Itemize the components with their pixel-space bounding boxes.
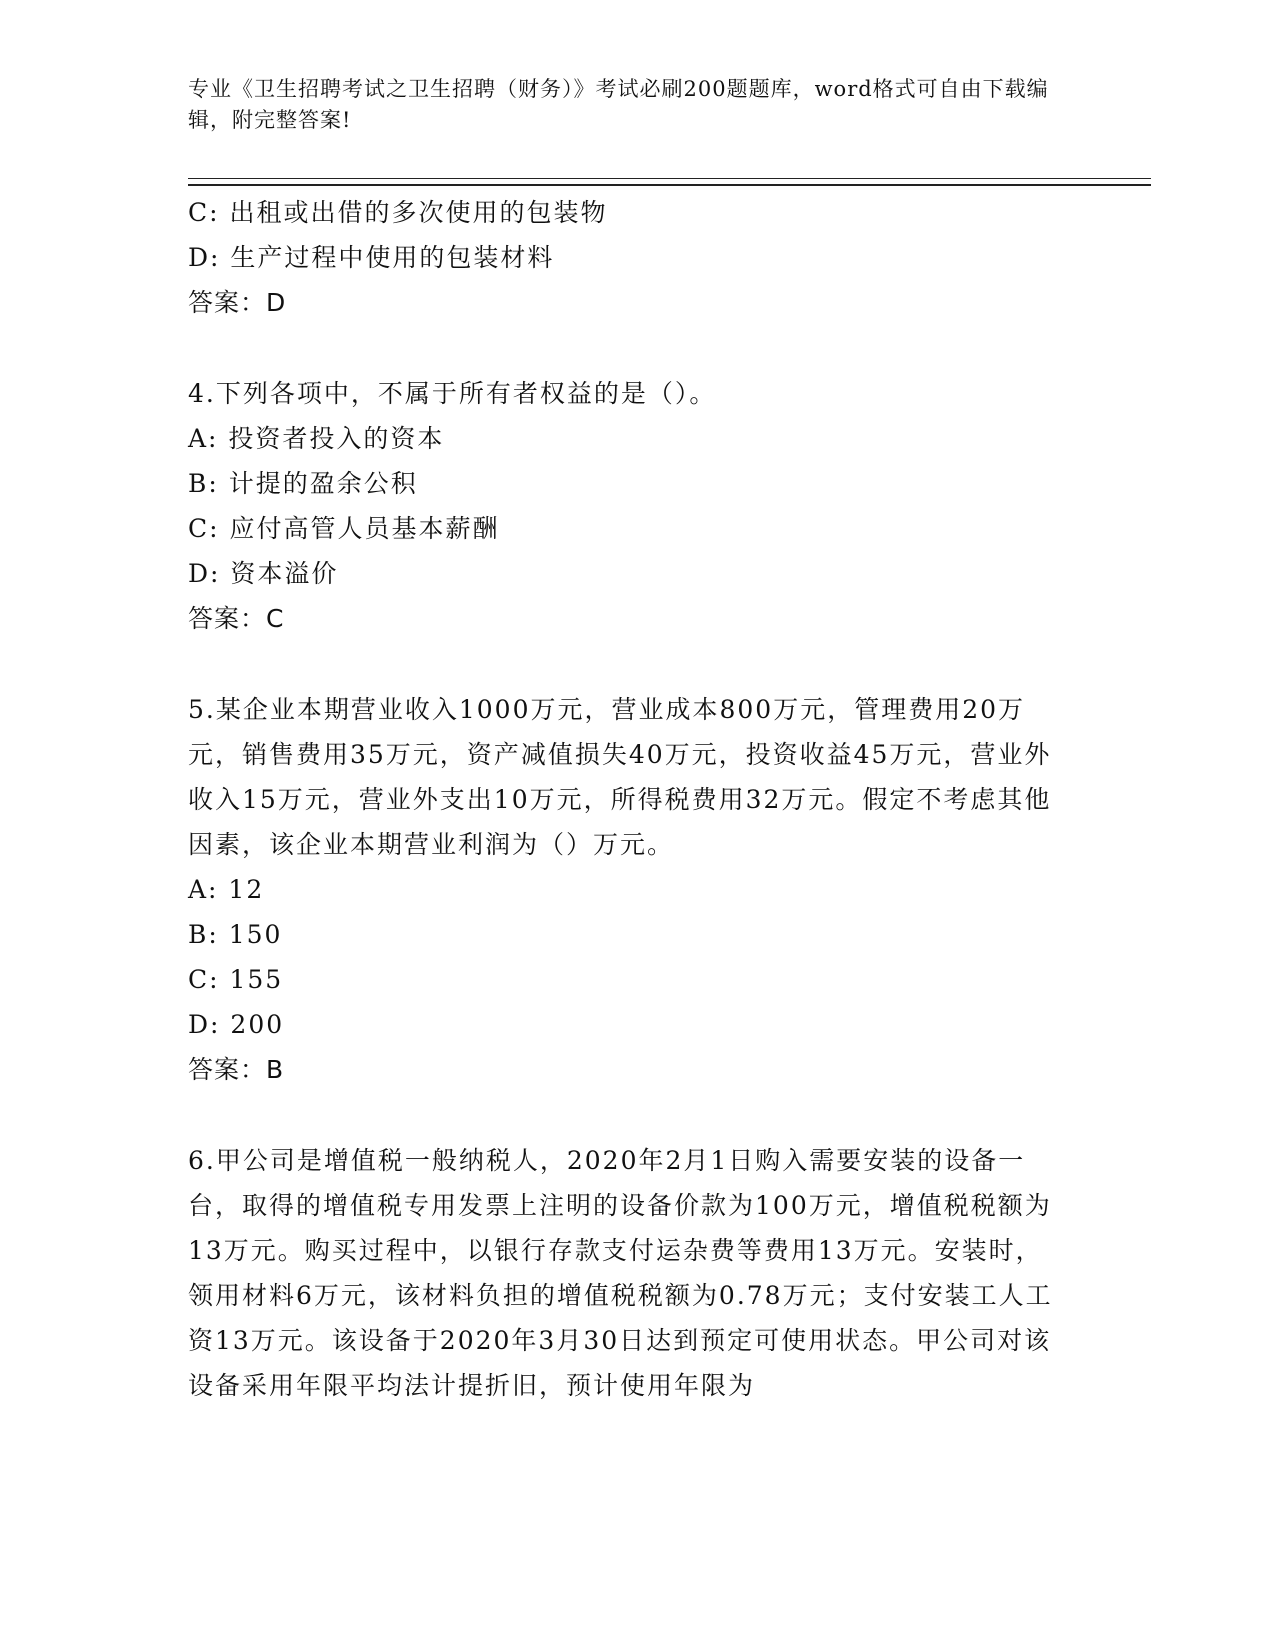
option-b: B: 计提的盈余公积	[188, 469, 418, 498]
option-c: C: 出租或出借的多次使用的包装物	[188, 198, 608, 227]
question-3-continued	[188, 190, 1068, 325]
question-stem: 6.甲公司是增值税一般纳税人，2020年2月1日购入需要安装的设备一台，取得的增值税专用发票上注明的设备价款为100万元，增值税税额为13万元。购买过程中，以银行存款支付运杂费等费用13万元。安装时，领用材料6万元，该材料负担的增值税税额为0.78万元；支付安装工人工资13万元。该设备于2020年3月30日达到预定可使用状态。甲公司对该设备采用年限平均法计提折旧，预计使用年限为	[188, 1146, 1053, 1400]
option-d: D: 资本溢价	[188, 559, 339, 588]
header-rule-thin	[188, 178, 1151, 179]
option-b: B: 150	[188, 920, 283, 949]
header-rule-thick	[188, 184, 1151, 186]
spacer	[188, 325, 1068, 371]
question-6	[188, 1138, 1068, 1408]
option-a: A: 12	[188, 875, 265, 904]
answer: 答案：C	[188, 604, 285, 633]
question-content	[188, 190, 1068, 1408]
option-c: C: 155	[188, 965, 284, 994]
answer: 答案：D	[188, 288, 287, 317]
option-d: D: 生产过程中使用的包装材料	[188, 243, 555, 272]
question-stem: 4.下列各项中，不属于所有者权益的是（）。	[188, 379, 717, 408]
spacer	[188, 1092, 1068, 1138]
document-header: 专业《卫生招聘考试之卫生招聘（财务）》考试必刷200题题库，word格式可自由下载编辑，附完整答案!	[188, 77, 1049, 132]
spacer	[188, 641, 1068, 687]
question-5	[188, 687, 1068, 1092]
question-4	[188, 371, 1068, 641]
question-stem: 5.某企业本期营业收入1000万元，营业成本800万元，管理费用20万元，销售费用35万元，资产减值损失40万元，投资收益45万元，营业外收入15万元，营业外支出10万元，所得税费用32万元。假定不考虑其他因素，该企业本期营业利润为（）万元。	[188, 695, 1052, 859]
option-c: C: 应付高管人员基本薪酬	[188, 514, 500, 543]
answer: 答案：B	[188, 1055, 285, 1084]
option-a: A: 投资者投入的资本	[188, 424, 445, 453]
option-d: D: 200	[188, 1010, 285, 1039]
